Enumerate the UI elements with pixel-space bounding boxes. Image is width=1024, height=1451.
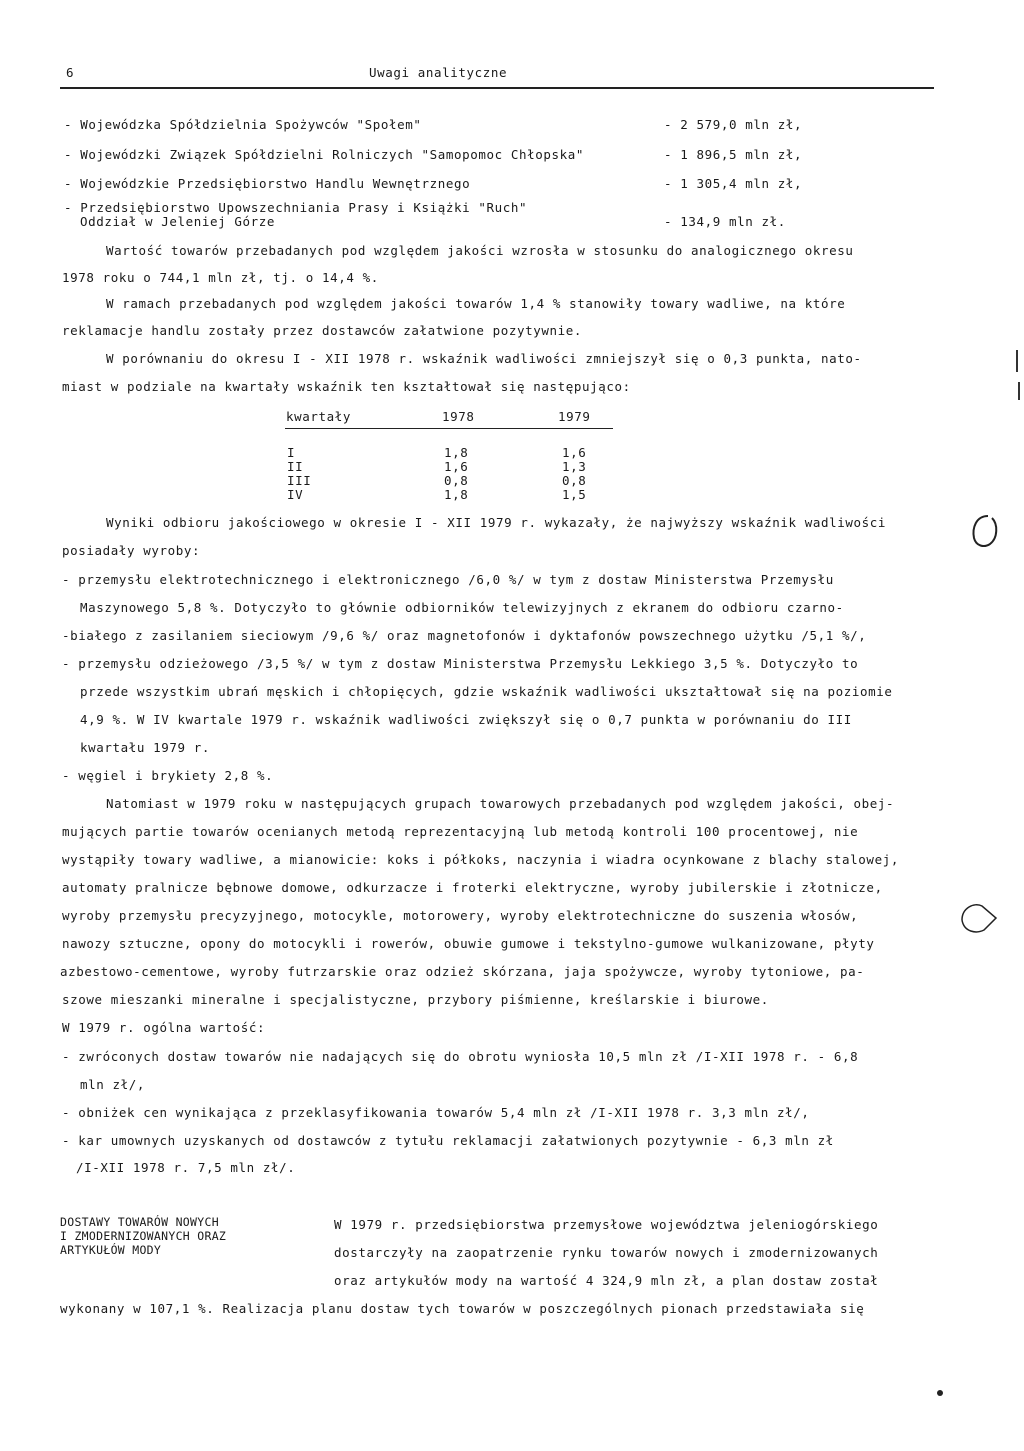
table-cell-quarter: III xyxy=(287,473,312,488)
body-line: automaty pralnicze bębnowe domowe, odkurzacze i froterki elektryczne, wyroby jubilerskie i złotnicze, xyxy=(62,880,883,895)
paragraph-line: miast w podziale na kwartały wskaźnik ten kształtował się następująco: xyxy=(62,379,631,394)
body-line: mujących partie towarów ocenianych metodą reprezentacyjną lub metodą kontroli 100 procentowej, nie xyxy=(62,824,859,839)
table-cell-quarter: II xyxy=(287,459,304,474)
scan-dot xyxy=(937,1390,943,1396)
supplier-value: - 2 579,0 mln zł, xyxy=(664,117,803,132)
body-line: 4,9 %. W IV kwartale 1979 r. wskaźnik wadliwości zwiększył się o 0,7 punkta w porównaniu do III xyxy=(80,712,852,727)
body-line: przede wszystkim ubrań męskich i chłopięcych, gdzie wskaźnik wadliwości ukształtował się na poziomie xyxy=(80,684,893,699)
body-line: wystąpiły towary wadliwe, a mianowicie: koks i półkoks, naczynia i wiadra ocynkowane z blachy stalowej, xyxy=(62,852,899,867)
body-line: - zwróconych dostaw towarów nie nadających się do obrotu wyniosła 10,5 mln zł /I-XII 1978 r. - 6,8 xyxy=(62,1049,859,1064)
paragraph-line: reklamacje handlu zostały przez dostawców załatwione pozytywnie. xyxy=(62,323,583,338)
table-rule xyxy=(285,428,613,429)
body-line: - przemysłu odzieżowego /3,5 %/ w tym z dostaw Ministerstwa Przemysłu Lekkiego 3,5 %. Dotyczyło to xyxy=(62,656,859,671)
deliveries-line: W 1979 r. przedsiębiorstwa przemysłowe województwa jeleniogórskiego xyxy=(334,1217,879,1232)
paragraph-line: 1978 roku o 744,1 mln zł, tj. o 14,4 %. xyxy=(62,270,379,285)
body-line: - obniżek cen wynikająca z przeklasyfikowania towarów 5,4 mln zł /I-XII 1978 r. 3,3 mln zł/, xyxy=(62,1105,810,1120)
scan-edge-line xyxy=(1016,350,1018,372)
supplier-name: - Wojewódzki Związek Spółdzielni Rolniczych "Samopomoc Chłopska" xyxy=(64,147,585,162)
page-number: 6 xyxy=(66,65,75,80)
supplier-name: - Przedsiębiorstwo Upowszechniania Prasy i Książki "Ruch" xyxy=(64,200,528,215)
supplier-value: - 1 896,5 mln zł, xyxy=(664,147,803,162)
body-line: Wyniki odbioru jakościowego w okresie I - XII 1979 r. wykazały, że najwyższy wskaźnik wadliwości xyxy=(106,515,887,530)
supplier-value: - 1 305,4 mln zł, xyxy=(664,176,803,191)
table-cell-1978: 1,8 xyxy=(444,487,469,502)
side-heading-line: I ZMODERNIZOWANYCH ORAZ xyxy=(60,1229,227,1243)
body-line: szowe mieszanki mineralne i specjalistyczne, przybory piśmienne, kreślarskie i biurowe. xyxy=(62,992,769,1007)
table-cell-1978: 1,6 xyxy=(444,459,469,474)
table-cell-1979: 1,5 xyxy=(562,487,587,502)
deliveries-line: oraz artykułów mody na wartość 4 324,9 mln zł, a plan dostaw został xyxy=(334,1273,879,1288)
supplier-name: - Wojewódzka Spółdzielnia Spożywców "Społem" xyxy=(64,117,422,132)
body-line: W 1979 r. ogólna wartość: xyxy=(62,1020,266,1035)
deliveries-line: wykonany w 107,1 %. Realizacja planu dostaw tych towarów w poszczególnych pionach przedstawiała się xyxy=(60,1301,865,1316)
paragraph-line: W ramach przebadanych pod względem jakości towarów 1,4 % stanowiły towary wadliwe, na które xyxy=(106,296,846,311)
table-header-1979: 1979 xyxy=(558,409,591,424)
scan-mark-arrow xyxy=(958,900,1002,936)
body-line: posiadały wyroby: xyxy=(62,543,201,558)
table-header-quarters: kwartały xyxy=(286,409,352,424)
scan-mark-circle xyxy=(968,512,1004,552)
supplier-name: - Wojewódzkie Przedsiębiorstwo Handlu Wewnętrznego xyxy=(64,176,471,191)
supplier-value: - 134,9 mln zł. xyxy=(664,214,786,229)
body-line: kwartału 1979 r. xyxy=(80,740,211,755)
body-line: - kar umownych uzyskanych od dostawców z tytułu reklamacji załatwionych pozytywnie - 6,3 mln zł xyxy=(62,1133,834,1148)
body-line: /I-XII 1978 r. 7,5 mln zł/. xyxy=(76,1160,296,1175)
side-heading-line: ARTYKUŁÓW MODY xyxy=(60,1243,162,1257)
table-cell-1979: 0,8 xyxy=(562,473,587,488)
body-line: - węgiel i brykiety 2,8 %. xyxy=(62,768,274,783)
table-cell-1979: 1,6 xyxy=(562,445,587,460)
table-cell-1978: 0,8 xyxy=(444,473,469,488)
body-line: azbestowo-cementowe, wyroby futrzarskie oraz odzież skórzana, jaja spożywcze, wyroby tytoniowe, pa- xyxy=(60,964,865,979)
deliveries-line: dostarczyły na zaopatrzenie rynku towarów nowych i zmodernizowanych xyxy=(334,1245,879,1260)
side-heading-line: DOSTAWY TOWARÓW NOWYCH xyxy=(60,1215,219,1229)
body-line: - przemysłu elektrotechnicznego i elektronicznego /6,0 %/ w tym z dostaw Ministerstwa Przemysłu xyxy=(62,572,834,587)
body-line: Natomiast w 1979 roku w następujących grupach towarowych przebadanych pod względem jakości, obej- xyxy=(106,796,895,811)
table-cell-1979: 1,3 xyxy=(562,459,587,474)
header-rule xyxy=(60,87,934,89)
paragraph-line: Wartość towarów przebadanych pod względem jakości wzrosła w stosunku do analogicznego okresu xyxy=(106,243,854,258)
table-cell-quarter: IV xyxy=(287,487,304,502)
supplier-name-line2: Oddział w Jeleniej Górze xyxy=(80,214,276,229)
body-line: mln zł/, xyxy=(80,1077,146,1092)
body-line: wyroby przemysłu precyzyjnego, motocykle, motorowery, wyroby elektrotechniczne do suszenia włosów, xyxy=(62,908,859,923)
table-header-1978: 1978 xyxy=(442,409,475,424)
body-line: Maszynowego 5,8 %. Dotyczyło to głównie odbiorników telewizyjnych z ekranem do odbioru czarno- xyxy=(80,600,844,615)
body-line: nawozy sztuczne, opony do motocykli i rowerów, obuwie gumowe i tekstylno-gumowe wulkanizowane, płyty xyxy=(62,936,875,951)
table-cell-quarter: I xyxy=(287,445,296,460)
page-title: Uwagi analityczne xyxy=(369,65,508,80)
body-line: -białego z zasilaniem sieciowym /9,6 %/ oraz magnetofonów i dyktafonów powszechnego użytku /5,1 %/, xyxy=(62,628,867,643)
paragraph-line: W porównaniu do okresu I - XII 1978 r. wskaźnik wadliwości zmniejszył się o 0,3 punkta, nato- xyxy=(106,351,862,366)
table-cell-1978: 1,8 xyxy=(444,445,469,460)
scan-edge-line xyxy=(1018,382,1020,400)
